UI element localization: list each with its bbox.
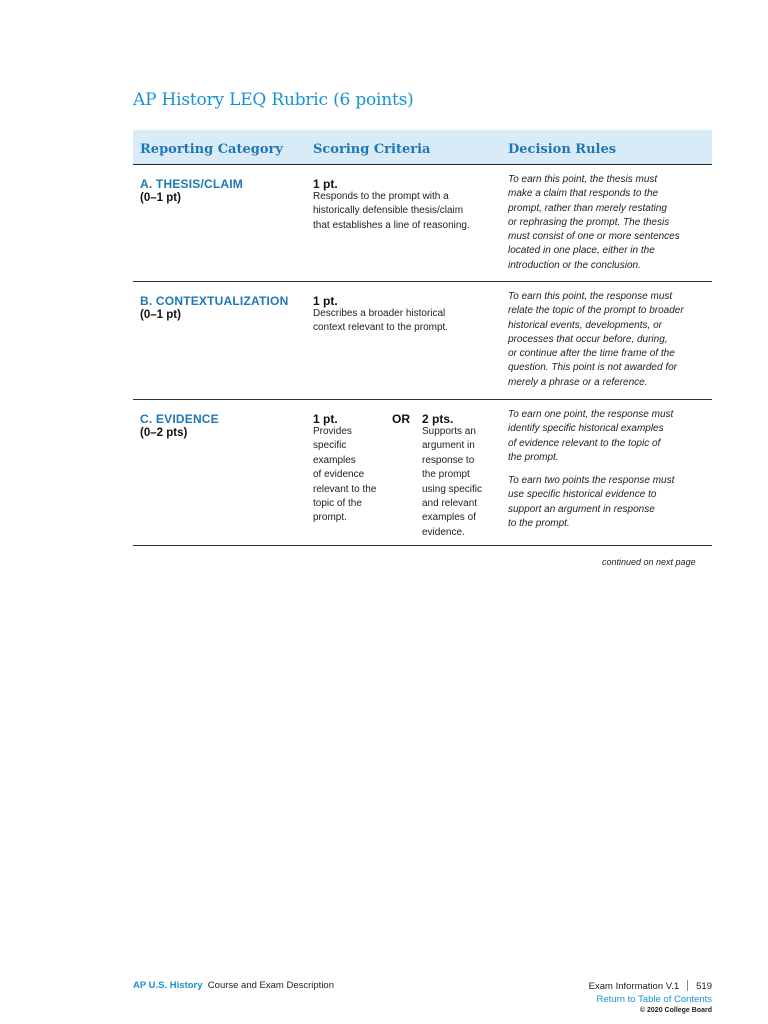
criteria-text	[313, 307, 503, 336]
rule-line: or rephrasing the prompt. The thesis	[508, 216, 670, 228]
rule-line: identify specific historical examples	[508, 423, 664, 435]
copyright: © 2020 College Board	[639, 1007, 712, 1014]
criteria-text	[313, 425, 393, 526]
footer-brand: AP U.S. History	[133, 980, 203, 991]
rule-line: To earn this point, the response must	[508, 291, 673, 302]
criteria-line: specific	[313, 440, 347, 452]
category-name: A. THESIS/CLAIM	[140, 177, 244, 191]
continued-note: continued on next page	[602, 557, 696, 567]
rule-line: To earn this point, the thesis must	[508, 174, 658, 185]
criteria-line: Responds to the prompt with a	[313, 191, 449, 202]
table-header	[133, 130, 712, 165]
criteria-text-2	[422, 425, 502, 540]
header-reporting-category: Reporting Category	[140, 142, 283, 157]
criteria-or: OR	[392, 412, 410, 426]
rule-line: make a claim that responds to the	[508, 188, 659, 200]
rule-line: use specific historical evidence to	[508, 489, 657, 501]
criteria-text	[313, 190, 503, 233]
rule-line: or continue after the time frame of the	[508, 348, 675, 360]
rule-line: must consist of one or more sentences	[508, 231, 680, 243]
criteria-line: of evidence	[313, 469, 365, 481]
rule-line: prompt, rather than merely restating	[508, 202, 667, 214]
rule-line: To earn one point, the response must	[508, 409, 674, 420]
rule-line: To earn two points the response must	[508, 475, 675, 486]
rule-line: processes that occur before, during,	[508, 333, 668, 345]
page-title: AP History LEQ Rubric (6 points)	[133, 90, 414, 110]
decision-rule-text-2	[508, 474, 708, 531]
category-points: (0–1 pt)	[140, 309, 181, 321]
rule-line: the prompt.	[508, 451, 559, 463]
criteria-line: relevant to the	[313, 483, 377, 495]
category-name: C. EVIDENCE	[140, 412, 219, 426]
rule-line: introduction or the conclusion.	[508, 259, 641, 271]
footer-divider	[687, 980, 688, 991]
rule-line: to the prompt.	[508, 517, 570, 529]
category-name: B. CONTEXTUALIZATION	[140, 294, 289, 308]
criteria-line: evidence.	[422, 526, 465, 538]
rule-line: located in one place, either in the	[508, 245, 655, 257]
footer-doc: Course and Exam Description	[207, 980, 334, 991]
rule-line: of evidence relevant to the topic of	[508, 437, 661, 449]
criteria-line: using specific	[422, 483, 483, 495]
criteria-line: Supports an	[422, 426, 476, 437]
decision-rule-text	[508, 173, 708, 273]
rule-line: relate the topic of the prompt to broader	[508, 305, 684, 317]
decision-rule-text	[508, 408, 708, 465]
criteria-line: Provides	[313, 426, 352, 437]
footer-section: Exam Information V.1	[588, 981, 680, 992]
rule-line: question. This point is not awarded for	[508, 362, 677, 374]
criteria-line: examples of	[422, 512, 476, 524]
table-row	[133, 165, 712, 282]
page-number: 519	[696, 981, 712, 992]
criteria-line: examples	[313, 454, 356, 466]
header-scoring-criteria: Scoring Criteria	[313, 142, 431, 157]
criteria-line: historically defensible thesis/claim	[313, 205, 464, 217]
table-row	[133, 400, 712, 546]
criteria-line: response to	[422, 454, 475, 466]
criteria-line: topic of the	[313, 498, 362, 510]
criteria-line: that establishes a line of reasoning.	[313, 219, 470, 231]
criteria-line: Describes a broader historical	[313, 308, 446, 319]
criteria-line: prompt.	[313, 512, 347, 524]
decision-rule-text	[508, 290, 708, 390]
criteria-line: the prompt	[422, 469, 470, 481]
criteria-line: context relevant to the prompt.	[313, 322, 449, 334]
criteria-points: 1 pt.	[313, 294, 338, 308]
toc-link[interactable]: Return to Table of Contents	[596, 994, 712, 1005]
footer-right	[589, 980, 712, 1014]
footer-doc-title	[133, 980, 334, 991]
rubric-table	[133, 130, 712, 546]
criteria-points: 1 pt.	[313, 412, 338, 426]
header-decision-rules: Decision Rules	[508, 142, 617, 157]
rule-line: support an argument in response	[508, 503, 655, 515]
rule-line: historical events, developments, or	[508, 319, 662, 331]
criteria-points: 1 pt.	[313, 177, 338, 191]
criteria-line: and relevant	[422, 498, 478, 510]
category-points: (0–1 pt)	[140, 192, 181, 204]
rule-line: merely a phrase or a reference.	[508, 376, 648, 388]
category-points: (0–2 pts)	[140, 427, 188, 439]
table-row	[133, 282, 712, 400]
criteria-line: argument in	[422, 440, 475, 452]
criteria-points-2: 2 pts.	[422, 412, 454, 426]
